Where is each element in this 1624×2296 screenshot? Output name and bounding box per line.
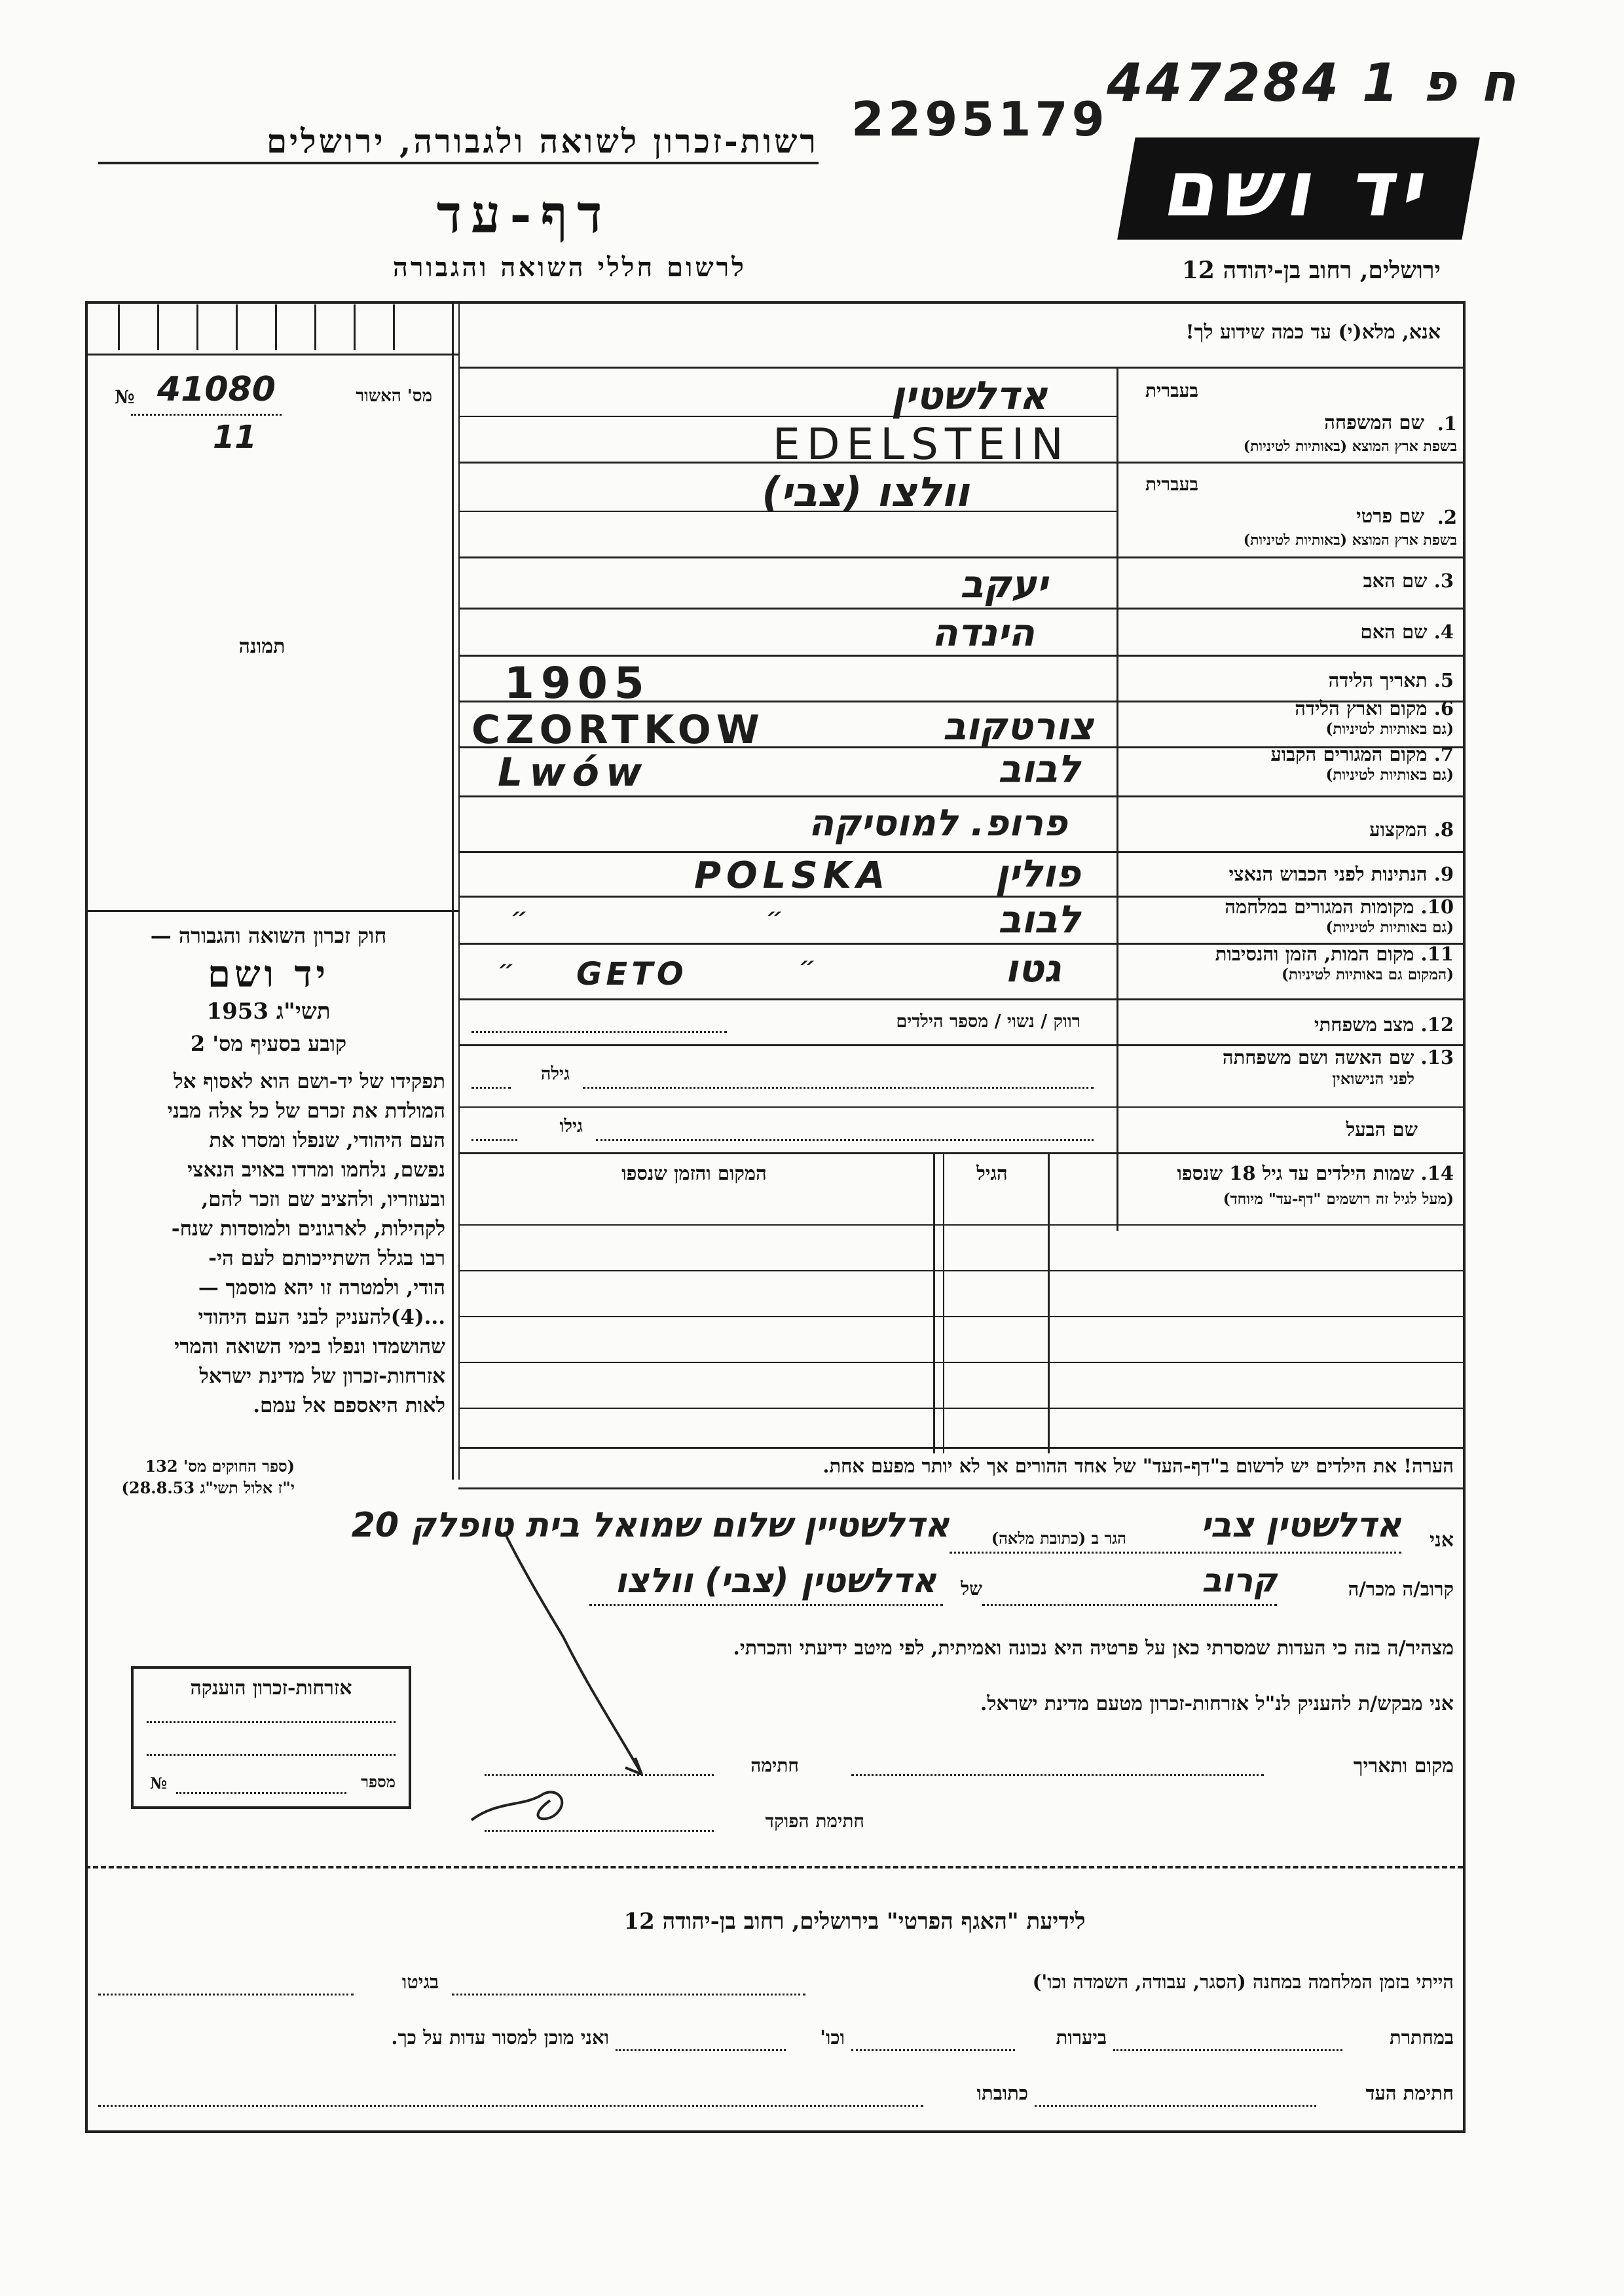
law-line: ...(4)להעניק לבני העם היהודי bbox=[198, 1305, 445, 1329]
relation-label: קרוב/ה מכר/ה bbox=[1348, 1578, 1454, 1600]
field-profession bbox=[1116, 818, 1454, 841]
field-marital-status bbox=[1116, 1013, 1454, 1036]
field-number: 6. bbox=[1433, 697, 1454, 720]
form-instruction: אנא, מלא(י) עד כמה שידוע לך! bbox=[1185, 321, 1441, 344]
field-label: מקומות המגורים במלחמה bbox=[1225, 896, 1414, 918]
field-nationality bbox=[1116, 863, 1454, 886]
citizenship-box bbox=[131, 1666, 411, 1809]
children-age-header: הגיל bbox=[976, 1162, 1008, 1184]
latin-tag: (גם באותיות לטיניות) bbox=[1325, 720, 1454, 738]
authority-name: רשות-זכרון לשואה ולגבורה, ירושלים bbox=[98, 121, 819, 164]
law-clause: קובע בסעיף מס' 2 bbox=[190, 1031, 347, 1056]
declaration-residing: הגר ב (כתובת מלאה) bbox=[991, 1529, 1126, 1548]
birth-date-value: 1905 bbox=[504, 658, 651, 708]
death-place-hebrew: גטו bbox=[1005, 946, 1061, 991]
field-sub: (המקום גם באותיות לטיניות) bbox=[1282, 966, 1454, 983]
law-line: הודי, ולמטרה זו יהא מוסמך — bbox=[198, 1276, 445, 1300]
nationality-hebrew: פולין bbox=[995, 851, 1080, 896]
field-birth-date bbox=[1116, 669, 1454, 692]
footer-line2-b: ביערות bbox=[1056, 2026, 1107, 2049]
field-label: שמות הילדים עד גיל 18 שנספו bbox=[1177, 1162, 1414, 1184]
law-line: לאות היאספם אל עמם. bbox=[253, 1394, 445, 1417]
law-line: אזרחות-זכרון של מדינת ישראל bbox=[199, 1364, 445, 1388]
field-number: 9. bbox=[1433, 863, 1454, 885]
field-family-name bbox=[1116, 370, 1457, 462]
address: ירושלים, רחוב בן-יהודה 12 bbox=[1181, 257, 1441, 284]
field-number: 12. bbox=[1420, 1013, 1454, 1036]
footer-line3-a: חתימת העד bbox=[1365, 2082, 1454, 2104]
law-line: העם היהודי, שנפלו ומסרו את bbox=[209, 1129, 445, 1152]
field-number: 5. bbox=[1433, 669, 1454, 691]
archive-reference: 447284 1 ח פ bbox=[1107, 52, 1519, 113]
ditto-mark: ״ bbox=[498, 956, 515, 983]
field-label: המקצוע bbox=[1369, 818, 1428, 841]
law-line: המולדת את זכרם של כל אלה מבני bbox=[167, 1099, 445, 1123]
pen-strokes bbox=[393, 1493, 851, 1853]
field-husband: שם הבעל bbox=[1346, 1118, 1418, 1140]
declarant-name: אדלשטין צבי bbox=[1200, 1506, 1401, 1545]
field-label: שם האב bbox=[1363, 570, 1428, 592]
citizenship-title: אזרחות-זכרון הוענקה bbox=[190, 1677, 352, 1700]
place-date-label: מקום ותאריך bbox=[1353, 1755, 1454, 1777]
law-line: שהושמדו ונפלו בימי השואה והמרי bbox=[174, 1335, 445, 1358]
page-title: דף-עד bbox=[436, 183, 612, 245]
field-number: 10. bbox=[1420, 896, 1454, 918]
profession-value: פרופ. למוסיקה bbox=[808, 802, 1067, 845]
footer-line3-b: כתובתו bbox=[976, 2082, 1028, 2104]
wife-age-label: גילה bbox=[540, 1064, 570, 1084]
law-name: יד ושם bbox=[207, 953, 330, 996]
field-number: 14. bbox=[1420, 1162, 1454, 1184]
law-line: תפקידו של יד-ושם הוא לאסוף אל bbox=[174, 1070, 445, 1093]
field-number: 13. bbox=[1420, 1046, 1454, 1068]
field-number: 11. bbox=[1420, 943, 1454, 965]
family-name-latin: EDELSTEIN bbox=[773, 419, 1070, 469]
field-sub: לפני הנישואין bbox=[1332, 1069, 1414, 1088]
logo-text: יד ושם bbox=[1158, 143, 1439, 234]
field-label: מקום המגורים הקבוע bbox=[1270, 743, 1428, 765]
field-birth-place bbox=[1116, 697, 1454, 738]
ditto-mark: ״ bbox=[766, 903, 783, 930]
field-label: שם פרטי bbox=[1356, 505, 1424, 527]
footer-line2-d: ואני מוכן למסור עדות על כך. bbox=[391, 2026, 609, 2049]
field-number: 4. bbox=[1433, 621, 1454, 643]
serial-number: 2295179 bbox=[851, 92, 1109, 147]
first-name-hebrew: וולצו (צבי) bbox=[762, 468, 969, 516]
mother-name-value: הינדה bbox=[931, 610, 1035, 655]
declaration-i-am: אני bbox=[1430, 1529, 1454, 1552]
field-father bbox=[1116, 570, 1454, 592]
husband-age-label: גילו bbox=[559, 1116, 583, 1137]
certificate-number: 41080 bbox=[157, 370, 276, 409]
origin-tag: בשפת ארץ המוצא (באותיות לטיניות) bbox=[1243, 532, 1457, 549]
page-subtitle: לרשום חללי השואה והגבורה bbox=[392, 252, 747, 283]
field-children bbox=[1054, 1162, 1454, 1208]
field-number: 7. bbox=[1433, 743, 1454, 765]
footer-line2-c: וכו' bbox=[820, 2026, 845, 2049]
birth-place-latin: CZORTKOW bbox=[471, 707, 765, 753]
margin-ticks bbox=[118, 304, 432, 350]
statement-text: מצהיר/ה בזה כי העדות שמסרתי כאן על פרטיה היא נכונה ואמיתית, לפי מיטב ידיעתי והכרתי. bbox=[733, 1637, 1454, 1660]
hebrew-tag: בעברית bbox=[1145, 380, 1198, 401]
field-label: שם האשה ושם משפחתה bbox=[1222, 1046, 1414, 1068]
ditto-mark: ״ bbox=[511, 903, 528, 930]
law-line: ובעוזריו, ולהציב שם וזכר להם, bbox=[201, 1188, 445, 1211]
relation-value: קרוב bbox=[1202, 1561, 1277, 1599]
field-wartime-residence bbox=[1116, 896, 1454, 936]
latin-tag: (גם באותיות לטיניות) bbox=[1325, 919, 1454, 936]
certificate-label: מס' האשור bbox=[356, 386, 432, 406]
field-number: 8. bbox=[1433, 818, 1454, 841]
death-place-latin: GETO bbox=[576, 956, 688, 993]
law-title: חוק זכרון השואה והגבורה — bbox=[150, 923, 387, 948]
field-label: שם המשפחה bbox=[1324, 411, 1424, 433]
relation-of: של bbox=[961, 1578, 982, 1599]
field-label: מצב משפחתי bbox=[1314, 1013, 1414, 1036]
footer-line1-b: בגיטו bbox=[401, 1971, 439, 1993]
residence-latin: Lwów bbox=[498, 750, 649, 795]
field-label: מקום וארץ הלידה bbox=[1295, 697, 1428, 720]
field-label: הנתינות לפני הכבוש הנאצי bbox=[1228, 863, 1428, 885]
field-mother bbox=[1116, 621, 1454, 644]
father-name-value: יעקב bbox=[960, 562, 1048, 606]
law-line: נפשם, נלחמו ומרדו באויב הנאצי bbox=[187, 1158, 445, 1182]
citizenship-number-prefix: № bbox=[150, 1774, 168, 1793]
children-place-header: המקום והזמן שנספו bbox=[621, 1162, 767, 1184]
field-wife bbox=[1116, 1046, 1454, 1089]
latin-tag: (גם באותיות לטיניות) bbox=[1325, 766, 1454, 784]
citizenship-number-label: מספר bbox=[361, 1772, 396, 1791]
law-reference-2: י"ז אלול תשי"ג 28.8.53) bbox=[121, 1478, 295, 1497]
law-text bbox=[95, 1067, 445, 1421]
footer-line1-a: הייתי בזמן המלחמה במחנה (הסגר, עבודה, השמדה וכו') bbox=[1032, 1971, 1454, 1993]
certificate-extra: 11 bbox=[213, 419, 257, 456]
field-residence bbox=[1116, 743, 1454, 784]
field-sub: (מעל לגיל זה רושמים "דף-עד" מיוחד) bbox=[1223, 1190, 1454, 1208]
yad-vashem-logo bbox=[1117, 137, 1480, 240]
law-reference-1: (ספר החוקים מס' 132 bbox=[145, 1457, 295, 1476]
declarant-address: אדלשטיין שלום שמואל בית טופלק 20 bbox=[351, 1506, 950, 1545]
field-label: מקום המות, הזמן והנסיבות bbox=[1215, 943, 1414, 965]
note-text: הערה! את הילדים יש לרשום ב"דף-העד" של אחד ההורים אך לא יותר מפעם אחת. bbox=[822, 1455, 1454, 1477]
field-first-name bbox=[1116, 464, 1457, 555]
residence-hebrew: לבוב bbox=[998, 746, 1080, 791]
birth-place-hebrew: צורטקוב bbox=[942, 704, 1094, 748]
inspector-signature-label: חתימת הפוקד bbox=[765, 1810, 864, 1832]
law-line: רבו בגלל השתייכותם לעם הי- bbox=[208, 1247, 445, 1270]
certificate-prefix: № bbox=[115, 386, 135, 408]
law-line: לקהילות, לארגונים ולמוסדות שנח- bbox=[171, 1217, 445, 1241]
field-label: שם האם bbox=[1360, 621, 1428, 643]
ditto-mark: ״ bbox=[799, 953, 816, 979]
marital-options: רווק / נשוי / מספר הילדים bbox=[896, 1011, 1080, 1032]
field-number: 2. bbox=[1437, 506, 1457, 528]
signature-label: חתימה bbox=[750, 1755, 799, 1776]
relation-of-value: אדלשטין (צבי) וולצו bbox=[615, 1561, 936, 1601]
request-text: אני מבקש/ת להעניק לנ"ל אזרחות-זכרון מטעם מדינת ישראל. bbox=[980, 1692, 1454, 1715]
origin-tag: בשפת ארץ המוצא (באותיות לטיניות) bbox=[1243, 438, 1457, 455]
field-label: תאריך הלידה bbox=[1328, 669, 1428, 691]
photo-label: תמונה bbox=[238, 635, 286, 658]
field-number: 1. bbox=[1437, 412, 1457, 435]
footer-line2-a: במחתרת bbox=[1390, 2026, 1454, 2049]
field-number: 3. bbox=[1433, 570, 1454, 592]
field-death-place bbox=[1116, 943, 1454, 983]
wartime-residence-value: לבוב bbox=[998, 897, 1080, 941]
footer-title: לידיעת "האגף הפרטי" בירושלים, רחוב בן-יהודה 12 bbox=[623, 1908, 1086, 1935]
family-name-hebrew: אדלשטין bbox=[891, 373, 1048, 419]
nationality-latin: POLSKA bbox=[694, 854, 891, 897]
law-year: תשי"ג 1953 bbox=[206, 998, 331, 1025]
hebrew-tag: בעברית bbox=[1145, 473, 1198, 495]
